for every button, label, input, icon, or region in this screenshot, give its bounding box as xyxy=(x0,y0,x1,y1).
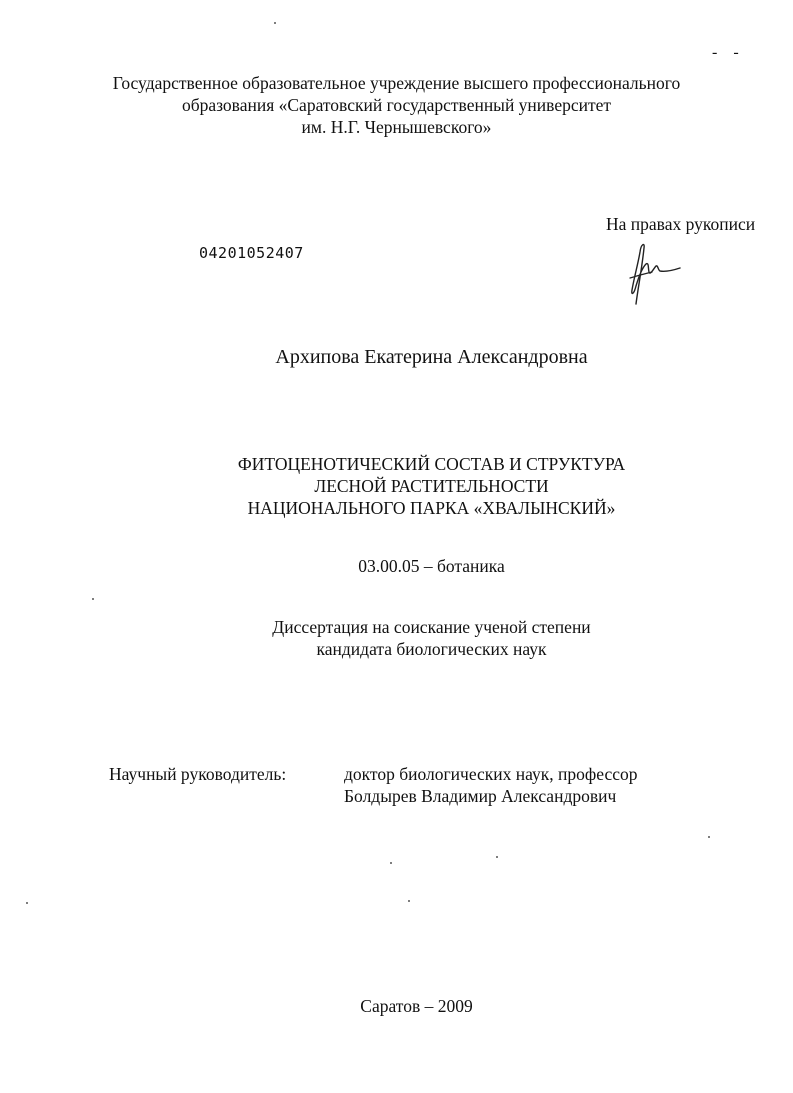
institution-line-1: Государственное образовательное учреждение высшего профессионального xyxy=(112,73,681,93)
handwritten-signature xyxy=(622,238,684,310)
author-name: Архипова Екатерина Александровна xyxy=(275,346,588,368)
scan-speck xyxy=(496,856,498,858)
title-line-3: НАЦИОНАЛЬНОГО ПАРКА «ХВАЛЫНСКИЙ» xyxy=(247,498,616,518)
scan-speck xyxy=(390,862,392,864)
dissertation-line-2: кандидата биологических наук xyxy=(316,639,547,659)
place-and-year: Саратов – 2009 xyxy=(360,996,473,1016)
dissertation-line-1: Диссертация на соискание ученой степени xyxy=(272,617,591,637)
stamp-number: 04201052407 xyxy=(199,244,304,262)
corner-mark: - - xyxy=(712,44,745,61)
scan-speck xyxy=(26,902,28,904)
copyright-note: На правах рукописи xyxy=(606,214,756,234)
institution-line-3: им. Н.Г. Чернышевского» xyxy=(301,117,492,137)
scan-speck xyxy=(708,836,710,838)
institution-line-2: образования «Саратовский государственный университет xyxy=(181,95,612,115)
scan-speck xyxy=(408,900,410,902)
advisor-name: Болдырев Владимир Александрович xyxy=(344,786,617,806)
advisor-label: Научный руководитель: xyxy=(109,764,287,784)
specialty-code: 03.00.05 – ботаника xyxy=(358,556,505,576)
advisor-degree: доктор биологических наук, профессор xyxy=(344,764,638,784)
scan-speck xyxy=(274,22,276,24)
title-line-2: ЛЕСНОЙ РАСТИТЕЛЬНОСТИ xyxy=(314,476,549,496)
title-line-1: ФИТОЦЕНОТИЧЕСКИЙ СОСТАВ И СТРУКТУРА xyxy=(237,454,626,474)
scan-speck xyxy=(92,598,94,600)
